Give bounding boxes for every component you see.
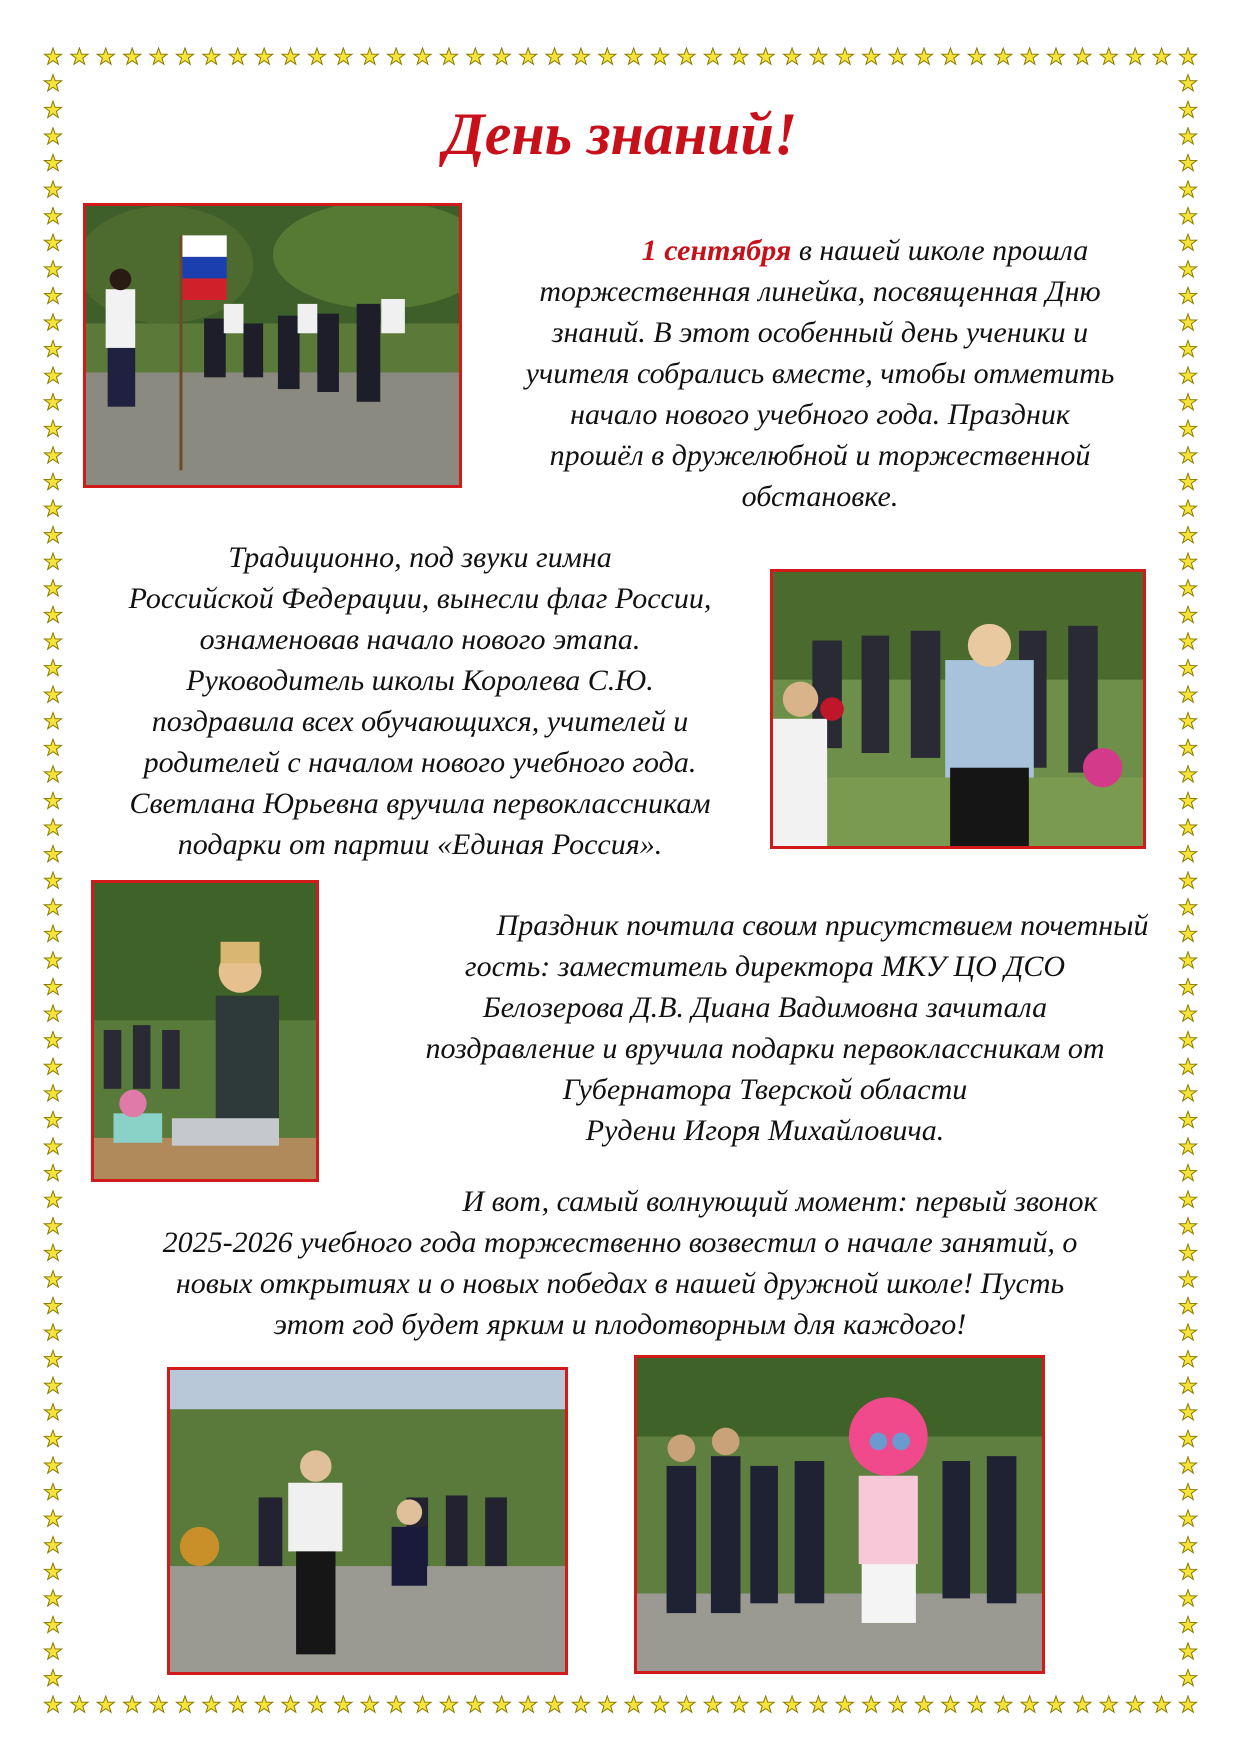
border-star-icon <box>44 314 61 330</box>
border-star-icon <box>44 1377 61 1393</box>
paragraph-intro-line: начало нового учебного года. Праздник <box>570 398 1070 431</box>
border-star-icon <box>361 48 378 64</box>
paragraph-intro-line: знаний. В этот особенный день ученики и <box>551 316 1089 349</box>
border-star-icon <box>150 1696 167 1712</box>
border-star-icon <box>467 48 484 64</box>
border-star-icon <box>1179 845 1196 861</box>
border-star-icon <box>915 1696 932 1712</box>
paragraph-intro-line: обстановке. <box>741 480 899 513</box>
paragraph-anthem-line: ознаменовав начало нового этапа. <box>199 623 641 656</box>
border-star-icon <box>599 48 616 64</box>
border-star-icon <box>44 340 61 356</box>
border-star-icon <box>44 1138 61 1154</box>
border-star-icon <box>1179 181 1196 197</box>
border-star-icon <box>44 526 61 542</box>
border-star-icon <box>124 48 141 64</box>
border-star-icon <box>1179 1164 1196 1180</box>
border-star-icon <box>44 234 61 250</box>
border-star-icon <box>1179 48 1196 64</box>
paragraph-anthem-line: Традиционно, под звуки гимна <box>228 541 612 574</box>
paragraph-anthem-line: Светлана Юрьевна вручила первоклассникам <box>129 787 711 820</box>
border-star-icon <box>968 1696 985 1712</box>
border-star-icon <box>176 1696 193 1712</box>
paragraph-anthem-line: Российской Федерации, вынесли флаг России, <box>128 582 712 615</box>
border-star-icon <box>1179 1696 1196 1712</box>
border-star-icon <box>44 1483 61 1499</box>
photo-director-speech <box>770 569 1146 849</box>
border-star-icon <box>757 48 774 64</box>
border-star-icon <box>44 367 61 383</box>
border-star-icon <box>44 1111 61 1127</box>
border-star-icon <box>44 181 61 197</box>
border-star-icon <box>440 48 457 64</box>
border-star-icon <box>44 659 61 675</box>
border-star-icon <box>1179 394 1196 410</box>
border-star-icon <box>625 48 642 64</box>
border-star-icon <box>44 48 61 64</box>
border-star-icon <box>1021 48 1038 64</box>
border-star-icon <box>308 1696 325 1712</box>
border-star-icon <box>44 500 61 516</box>
border-star-icon <box>1179 553 1196 569</box>
border-star-icon <box>1179 1510 1196 1526</box>
border-star-icon <box>44 1616 61 1632</box>
border-star-icon <box>335 1696 352 1712</box>
border-star-icon <box>229 48 246 64</box>
paragraph-guest-line: Рудени Игоря Михайловича. <box>585 1114 945 1147</box>
paragraph-guest-line: поздравление и вручила подарки первоклассникам от <box>425 1032 1105 1065</box>
border-star-icon <box>44 1031 61 1047</box>
paragraph-intro <box>470 230 1170 517</box>
paragraph-first-bell-line: этот год будет ярким и плодотворным для каждого! <box>273 1308 967 1341</box>
paragraph-guest-line: Губернатора Тверской области <box>562 1073 968 1106</box>
border-star-icon <box>256 1696 273 1712</box>
border-star-icon <box>1179 420 1196 436</box>
border-star-icon <box>1179 1457 1196 1473</box>
border-star-icon <box>44 394 61 410</box>
border-star-icon <box>44 1510 61 1526</box>
border-star-icon <box>520 1696 537 1712</box>
border-star-icon <box>1179 287 1196 303</box>
border-star-icon <box>1047 48 1064 64</box>
date-highlight: 1 сентября <box>641 234 792 267</box>
border-star-icon <box>1179 1244 1196 1260</box>
border-star-icon <box>44 261 61 277</box>
border-star-icon <box>1074 48 1091 64</box>
paragraph-guest-line: Белозерова Д.В. Диана Вадимовна зачитала <box>482 991 1048 1024</box>
paragraph-first-bell-line: новых открытиях и о новых победах в нашей дружной школе! Пусть <box>175 1267 1065 1300</box>
border-star-icon <box>1021 1696 1038 1712</box>
border-star-icon <box>44 1297 61 1313</box>
paragraph-anthem-line: родителей с началом нового учебного года. <box>143 746 697 779</box>
border-star-icon <box>863 1696 880 1712</box>
border-star-icon <box>1179 261 1196 277</box>
border-star-icon <box>493 48 510 64</box>
border-star-icon <box>1127 1696 1144 1712</box>
border-star-icon <box>572 1696 589 1712</box>
border-star-icon <box>810 1696 827 1712</box>
border-star-icon <box>44 1537 61 1553</box>
border-star-icon <box>863 48 880 64</box>
border-star-icon <box>44 713 61 729</box>
paragraph-anthem-line: Руководитель школы Королева С.Ю. <box>186 664 654 697</box>
border-star-icon <box>44 1696 61 1712</box>
border-star-icon <box>414 1696 431 1712</box>
border-star-icon <box>599 1696 616 1712</box>
border-star-icon <box>44 872 61 888</box>
border-star-icon <box>97 48 114 64</box>
border-star-icon <box>335 48 352 64</box>
border-star-icon <box>1100 48 1117 64</box>
paragraph-intro-line: 1 сентября в нашей школе прошла <box>641 234 1089 267</box>
border-star-icon <box>44 739 61 755</box>
border-star-icon <box>44 633 61 649</box>
border-star-icon <box>625 1696 642 1712</box>
border-star-icon <box>44 766 61 782</box>
border-star-icon <box>176 48 193 64</box>
border-star-icon <box>71 1696 88 1712</box>
border-star-icon <box>282 48 299 64</box>
border-star-icon <box>546 48 563 64</box>
border-star-icon <box>1179 1669 1196 1685</box>
border-star-icon <box>1179 473 1196 489</box>
border-star-icon <box>1179 1218 1196 1234</box>
border-star-icon <box>1179 580 1196 596</box>
border-star-icon <box>44 1430 61 1446</box>
photo-first-bell <box>167 1367 568 1675</box>
border-star-icon <box>44 792 61 808</box>
border-star-icon <box>44 473 61 489</box>
border-star-icon <box>1179 1537 1196 1553</box>
border-star-icon <box>44 1563 61 1579</box>
border-star-icon <box>1100 1696 1117 1712</box>
paragraph-anthem <box>95 537 745 865</box>
border-star-icon <box>44 75 61 91</box>
border-star-icon <box>44 899 61 915</box>
paragraph-intro-line: прошёл в дружелюбной и торжественной <box>549 439 1091 472</box>
border-star-icon <box>44 287 61 303</box>
border-star-icon <box>836 1696 853 1712</box>
border-star-icon <box>1179 367 1196 383</box>
paragraph-guest <box>330 905 1200 1151</box>
border-star-icon <box>1127 48 1144 64</box>
border-star-icon <box>651 48 668 64</box>
border-star-icon <box>44 1271 61 1287</box>
border-star-icon <box>546 1696 563 1712</box>
border-star-icon <box>44 845 61 861</box>
border-star-icon <box>44 1669 61 1685</box>
border-star-icon <box>44 1350 61 1366</box>
paragraph-guest-line: Праздник почтила своим присутствием почетный <box>496 909 1149 942</box>
border-star-icon <box>361 1696 378 1712</box>
border-star-icon <box>731 48 748 64</box>
paragraph-anthem-line: подарки от партии «Единая Россия». <box>177 828 663 861</box>
border-star-icon <box>678 48 695 64</box>
border-star-icon <box>995 48 1012 64</box>
border-star-icon <box>889 1696 906 1712</box>
border-star-icon <box>678 1696 695 1712</box>
border-star-icon <box>203 1696 220 1712</box>
border-star-icon <box>44 447 61 463</box>
border-star-icon <box>44 978 61 994</box>
border-star-icon <box>1179 1430 1196 1446</box>
border-star-icon <box>1179 1563 1196 1579</box>
photo-mascot <box>634 1355 1045 1674</box>
border-star-icon <box>704 48 721 64</box>
border-star-icon <box>44 1218 61 1234</box>
border-star-icon <box>44 553 61 569</box>
border-star-icon <box>1179 792 1196 808</box>
border-star-icon <box>942 48 959 64</box>
border-star-icon <box>1179 1590 1196 1606</box>
border-star-icon <box>1179 1404 1196 1420</box>
paragraph-intro-line: учителя собрались вместе, чтобы отметить <box>525 357 1115 390</box>
border-star-icon <box>203 48 220 64</box>
border-star-icon <box>757 1696 774 1712</box>
border-star-icon <box>414 48 431 64</box>
border-star-icon <box>1179 340 1196 356</box>
border-star-icon <box>282 1696 299 1712</box>
border-star-icon <box>651 1696 668 1712</box>
border-star-icon <box>44 952 61 968</box>
border-star-icon <box>1074 1696 1091 1712</box>
border-star-icon <box>44 1457 61 1473</box>
border-star-icon <box>467 1696 484 1712</box>
border-star-icon <box>1179 606 1196 622</box>
border-star-icon <box>44 1164 61 1180</box>
border-star-icon <box>44 1085 61 1101</box>
border-star-icon <box>308 48 325 64</box>
border-star-icon <box>1179 739 1196 755</box>
border-star-icon <box>1179 1643 1196 1659</box>
paragraph-first-bell <box>95 1181 1145 1345</box>
border-star-icon <box>731 1696 748 1712</box>
border-star-icon <box>44 819 61 835</box>
border-star-icon <box>44 1324 61 1340</box>
border-star-icon <box>1179 1191 1196 1207</box>
border-star-icon <box>942 1696 959 1712</box>
border-star-icon <box>388 1696 405 1712</box>
border-star-icon <box>1179 659 1196 675</box>
border-star-icon <box>44 1590 61 1606</box>
border-star-icon <box>783 1696 800 1712</box>
border-star-icon <box>44 420 61 436</box>
page-title: День знаний! <box>443 101 798 167</box>
border-star-icon <box>836 48 853 64</box>
border-star-icon <box>44 1191 61 1207</box>
border-star-icon <box>44 1404 61 1420</box>
border-star-icon <box>1179 1483 1196 1499</box>
border-star-icon <box>810 48 827 64</box>
border-star-icon <box>44 606 61 622</box>
border-star-icon <box>889 48 906 64</box>
border-star-icon <box>44 686 61 702</box>
border-star-icon <box>1179 1297 1196 1313</box>
border-star-icon <box>1179 526 1196 542</box>
border-star-icon <box>44 1643 61 1659</box>
border-star-icon <box>229 1696 246 1712</box>
border-star-icon <box>44 580 61 596</box>
border-star-icon <box>97 1696 114 1712</box>
border-star-icon <box>1047 1696 1064 1712</box>
border-star-icon <box>1179 500 1196 516</box>
border-star-icon <box>968 48 985 64</box>
border-star-icon <box>1179 1616 1196 1632</box>
border-star-icon <box>1179 1324 1196 1340</box>
border-star-icon <box>1153 1696 1170 1712</box>
border-star-icon <box>440 1696 457 1712</box>
border-star-icon <box>783 48 800 64</box>
border-star-icon <box>704 1696 721 1712</box>
border-star-icon <box>1179 1377 1196 1393</box>
border-star-icon <box>572 48 589 64</box>
border-star-icon <box>1179 75 1196 91</box>
border-star-icon <box>493 1696 510 1712</box>
border-star-icon <box>995 1696 1012 1712</box>
border-star-icon <box>1179 633 1196 649</box>
border-star-icon <box>388 48 405 64</box>
border-star-icon <box>1179 819 1196 835</box>
border-star-icon <box>1179 686 1196 702</box>
border-star-icon <box>44 1244 61 1260</box>
border-star-icon <box>44 207 61 223</box>
border-star-icon <box>256 48 273 64</box>
paragraph-guest-line: гость: заместитель директора МКУ ЦО ДСО <box>464 950 1066 983</box>
border-star-icon <box>1179 872 1196 888</box>
paragraph-first-bell-line: И вот, самый волнующий момент: первый звонок <box>462 1185 1098 1218</box>
border-star-icon <box>1179 713 1196 729</box>
paragraph-first-bell-line: 2025-2026 учебного года торжественно возвестил о начале занятий, о <box>162 1226 1078 1259</box>
border-star-icon <box>124 1696 141 1712</box>
border-star-icon <box>1179 314 1196 330</box>
photo-flag-ceremony <box>83 203 462 488</box>
border-star-icon <box>44 1005 61 1021</box>
border-star-icon <box>1153 48 1170 64</box>
border-star-icon <box>1179 447 1196 463</box>
border-star-icon <box>1179 766 1196 782</box>
border-star-icon <box>1179 1271 1196 1287</box>
border-star-icon <box>1179 1350 1196 1366</box>
border-star-icon <box>44 1058 61 1074</box>
border-star-icon <box>1179 207 1196 223</box>
border-star-icon <box>1179 234 1196 250</box>
photo-guest-speech <box>91 880 319 1182</box>
border-star-icon <box>44 925 61 941</box>
border-star-icon <box>520 48 537 64</box>
border-star-icon <box>150 48 167 64</box>
paragraph-intro-line: торжественная линейка, посвященная Дню <box>539 275 1101 308</box>
border-star-icon <box>71 48 88 64</box>
border-star-icon <box>915 48 932 64</box>
paragraph-anthem-line: поздравила всех обучающихся, учителей и <box>151 705 689 738</box>
